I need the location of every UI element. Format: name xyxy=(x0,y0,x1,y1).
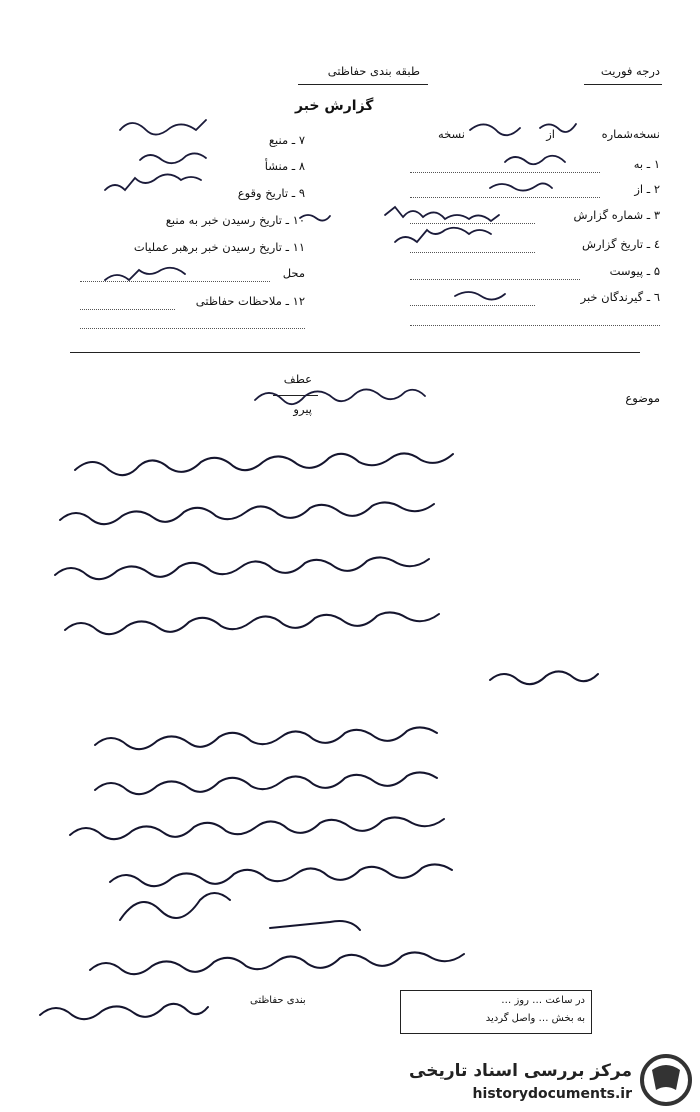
handwriting-subject xyxy=(0,380,700,420)
field-6-recipients: ٦ ـ گیرندگان خبر xyxy=(580,290,660,304)
field-2-from: ۲ ـ از xyxy=(634,182,660,196)
field-3-report-number: ۳ ـ شماره گزارش xyxy=(573,208,660,222)
watermark-org-name: مرکز بررسی اسناد تاریخی xyxy=(409,1061,632,1081)
field-1-to: ۱ ـ به xyxy=(633,157,660,171)
archive-logo-icon xyxy=(638,1052,694,1108)
classification-label: طبقه بندی حفاظتی xyxy=(327,64,420,78)
stamp-line-1: در ساعت … روز … xyxy=(501,995,585,1006)
field-12-security-notes: ۱۲ ـ ملاحظات حفاظتی xyxy=(195,294,305,308)
peyro-label: پیرو xyxy=(293,402,312,416)
copy-label: نسخه‌شماره xyxy=(601,127,660,141)
field-10-received-by-source: ۱۰ ـ تاریخ رسیدن خبر به منبع xyxy=(165,213,305,227)
subject-label: موضوع xyxy=(625,391,660,405)
copy-from-label: از xyxy=(546,127,555,141)
urgency-label: درجه فوریت xyxy=(600,64,660,78)
report-title: گزارش خبر xyxy=(295,98,374,114)
stamp-classification: بندی حفاظتی xyxy=(250,995,306,1006)
copy-suffix-label: نسخه xyxy=(437,127,465,141)
handwriting-body xyxy=(0,440,700,1060)
header-underline-left xyxy=(298,84,428,85)
watermark-url: historydocuments.ir xyxy=(472,1086,632,1102)
field-11-received-by-ops: ۱۱ ـ تاریخ رسیدن خبر برهبر عملیات xyxy=(133,240,305,254)
field-8-origin: ۸ ـ منشأ xyxy=(264,159,305,173)
field-7-source: ۷ ـ منبع xyxy=(268,133,305,147)
receipt-stamp xyxy=(400,990,592,1034)
stamp-line-2: به بخش … واصل گردید xyxy=(485,1013,585,1024)
field-4-report-date: ٤ ـ تاریخ گزارش xyxy=(581,237,660,251)
atf-label: عطف xyxy=(283,372,312,386)
header-underline-right xyxy=(584,84,662,85)
field-5-attachment: ۵ ـ پیوست xyxy=(609,264,660,278)
field-9-occurrence-date: ۹ ـ تاریخ وقوع xyxy=(237,186,305,200)
place-label: محل xyxy=(282,266,305,280)
